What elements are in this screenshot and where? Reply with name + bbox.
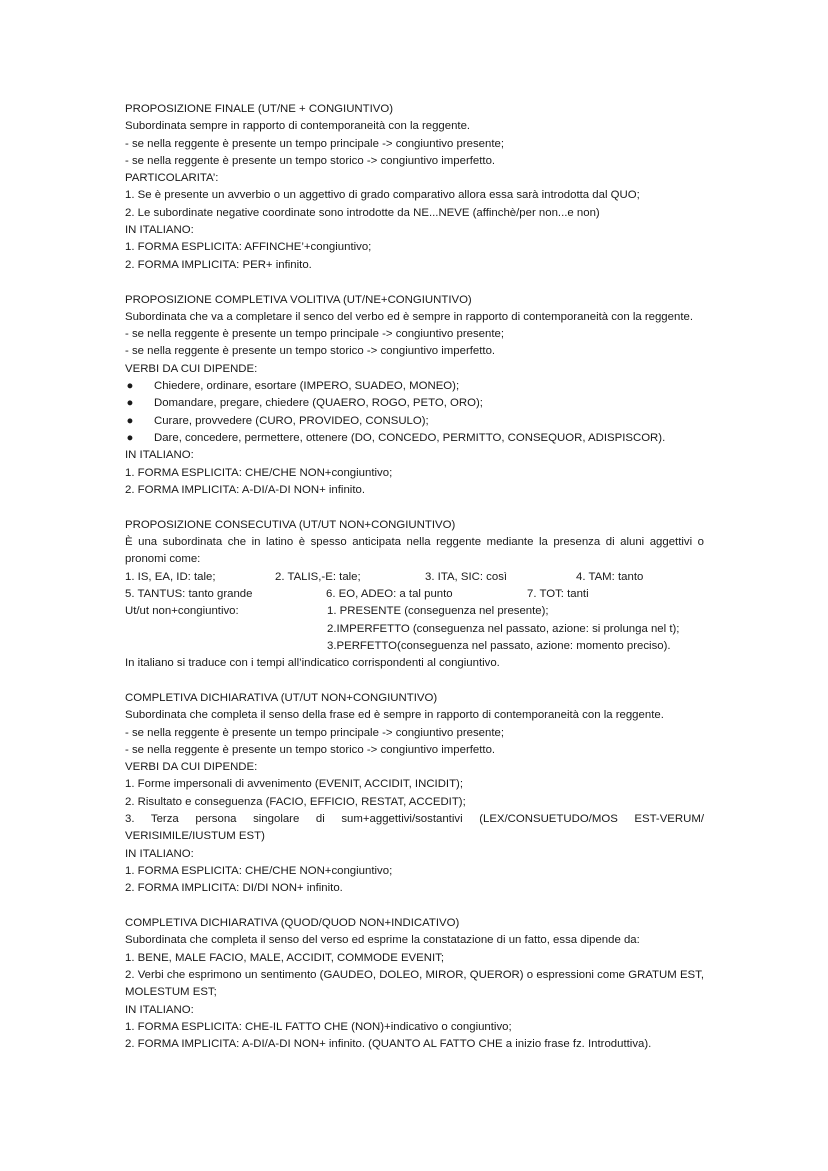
- text-line: - se nella reggente è presente un tempo principale -> congiuntivo presente;: [125, 328, 504, 341]
- bullet-icon: ●: [126, 414, 134, 427]
- bullet-text: Dare, concedere, permettere, ottenere (DO, CONCEDO, PERMITTO, CONSEQUOR, ADISPISCOR).: [154, 431, 666, 444]
- section-title: PROPOSIZIONE FINALE (UT/NE + CONGIUNTIVO): [125, 103, 394, 115]
- text-line: - se nella reggente è presente un tempo principale -> congiuntivo presente;: [125, 137, 504, 150]
- text-line: - se nella reggente è presente un tempo storico -> congiuntivo imperfetto.: [125, 743, 496, 756]
- text-line: Subordinata sempre in rapporto di contemporaneità con la reggente.: [125, 120, 471, 133]
- section-title: PROPOSIZIONE COMPLETIVA VOLITIVA (UT/NE+CONGIUNTIVO): [125, 293, 472, 306]
- bullet-icon: ●: [126, 380, 134, 393]
- bullet-item: [125, 413, 704, 430]
- text-line: - se nella reggente è presente un tempo storico -> congiuntivo imperfetto.: [125, 154, 496, 167]
- adjective-item: 3. ITA, SIC: così: [425, 570, 508, 583]
- bullet-text: Curare, provvedere (CURO, PROVIDEO, CONSULO);: [154, 414, 429, 427]
- adjective-row: [125, 569, 704, 586]
- text-line: VERBI DA CUI DIPENDE:: [125, 362, 258, 375]
- text-line: 1. FORMA ESPLICITA: CHE-IL FATTO CHE (NON)+indicativo o congiuntivo;: [125, 1020, 512, 1033]
- adjective-item: 2. TALIS,-E: tale;: [275, 570, 361, 583]
- bullet-text: Chiedere, ordinare, esortare (IMPERO, SUADEO, MONEO);: [154, 380, 460, 393]
- text-line: - se nella reggente è presente un tempo principale -> congiuntivo presente;: [125, 726, 504, 739]
- adjective-item: 5. TANTUS: tanto grande: [125, 587, 253, 600]
- adjective-item: 4. TAM: tanto: [576, 570, 644, 583]
- section-consecutiva: [125, 517, 704, 673]
- tense-row: [125, 603, 704, 620]
- text-paragraph: È una subordinata che in latino è spesso anticipata nella reggente mediante la presenza di aluni aggettivi o pronomi come:: [125, 536, 704, 566]
- text-paragraph: 3. Terza persona singolare di sum+aggettivi/sostantivi (LEX/CONSUETUDO/MOS EST-VERUM/ VERISIMILE/IUSTUM EST): [125, 813, 704, 843]
- text-line: 2. FORMA IMPLICITA: A-DI/A-DI NON+ infinito. (QUANTO AL FATTO CHE a inizio frase fz. Introduttiva).: [125, 1038, 652, 1051]
- text-paragraph: 2. Verbi che esprimono un sentimento (GAUDEO, DOLEO, MIROR, QUEROR) o espressioni come GRATUM EST, MOLESTUM EST;: [125, 969, 704, 999]
- section-dichiarativa-quod: [125, 915, 704, 1053]
- adjective-item: 1. IS, EA, ID: tale;: [125, 570, 216, 583]
- text-paragraph: Subordinata che va a completare il senco del verbo ed è sempre in rapporto di contemporaneità con la reggente.: [125, 310, 693, 323]
- text-line: IN ITALIANO:: [125, 847, 194, 860]
- tense-item: 3.PERFETTO(conseguenza nel passato, azione: momento preciso).: [327, 639, 671, 652]
- section-title: COMPLETIVA DICHIARATIVA (QUOD/QUOD NON+INDICATIVO): [125, 917, 460, 930]
- text-line: 1. Se è presente un avverbio o un aggettivo di grado comparativo allora essa sarà introdotta dal QUO;: [125, 189, 640, 202]
- text-line: 2. FORMA IMPLICITA: PER+ infinito.: [125, 258, 312, 271]
- section-volitiva: [125, 292, 704, 500]
- text-paragraph: Subordinata che completa il senso della frase ed è sempre in rapporto di contemporaneità con la reggente.: [125, 709, 664, 722]
- text-line: In italiano si traduce con i tempi all’indicatico corrispondenti al congiuntivo.: [125, 657, 500, 670]
- section-title: COMPLETIVA DICHIARATIVA (UT/UT NON+CONGIUNTIVO): [125, 691, 438, 704]
- text-line: IN ITALIANO:: [125, 224, 194, 237]
- text-line: - se nella reggente è presente un tempo storico -> congiuntivo imperfetto.: [125, 345, 496, 358]
- text-line: IN ITALIANO:: [125, 1003, 194, 1016]
- section-finale: [125, 101, 704, 274]
- text-line: VERBI DA CUI DIPENDE:: [125, 761, 258, 774]
- document-page: [125, 101, 704, 1071]
- text-line: IN ITALIANO:: [125, 449, 194, 462]
- bullet-item: [125, 395, 704, 412]
- adjective-item: 7. TOT: tanti: [527, 587, 589, 600]
- tense-item: 2.IMPERFETTO (conseguenza nel passato, azione: si prolunga nel t);: [327, 622, 680, 635]
- text-line: 2. Risultato e conseguenza (FACIO, EFFICIO, RESTAT, ACCEDIT);: [125, 795, 466, 808]
- text-line: PARTICOLARITA’:: [125, 172, 219, 185]
- text-line: 2. FORMA IMPLICITA: A-DI/A-DI NON+ infinito.: [125, 483, 365, 496]
- text-line: 1. BENE, MALE FACIO, MALE, ACCIDIT, COMMODE EVENIT;: [125, 951, 445, 964]
- bullet-icon: ●: [126, 431, 134, 444]
- text-line: 1. FORMA ESPLICITA: AFFINCHE’+congiuntivo;: [125, 241, 372, 254]
- bullet-icon: ●: [126, 397, 134, 410]
- text-line: 2. FORMA IMPLICITA: DI/DI NON+ infinito.: [125, 882, 343, 895]
- adjective-row: [125, 586, 704, 603]
- tense-item: 1. PRESENTE (conseguenza nel presente);: [327, 605, 549, 618]
- section-title: PROPOSIZIONE CONSECUTIVA (UT/UT NON+CONGIUNTIVO): [125, 518, 456, 531]
- bullet-item: [125, 430, 704, 447]
- text-line: 1. FORMA ESPLICITA: CHE/CHE NON+congiuntivo;: [125, 864, 393, 877]
- bullet-item: [125, 378, 704, 395]
- text-line: 2. Le subordinate negative coordinate sono introdotte da NE...NEVE (affinchè/per non...e non): [125, 206, 600, 219]
- bullet-text: Domandare, pregare, chiedere (QUAERO, ROGO, PETO, ORO);: [154, 397, 483, 410]
- tense-label: Ut/ut non+congiuntivo:: [125, 605, 239, 618]
- text-line: Subordinata che completa il senso del verso ed esprime la constatazione di un fatto, essa dipende da:: [125, 934, 640, 947]
- text-line: 1. Forme impersonali di avvenimento (EVENIT, ACCIDIT, INCIDIT);: [125, 778, 464, 791]
- text-line: 1. FORMA ESPLICITA: CHE/CHE NON+congiuntivo;: [125, 466, 393, 479]
- adjective-item: 6. EO, ADEO: a tal punto: [326, 587, 453, 600]
- section-dichiarativa-ut: [125, 690, 704, 898]
